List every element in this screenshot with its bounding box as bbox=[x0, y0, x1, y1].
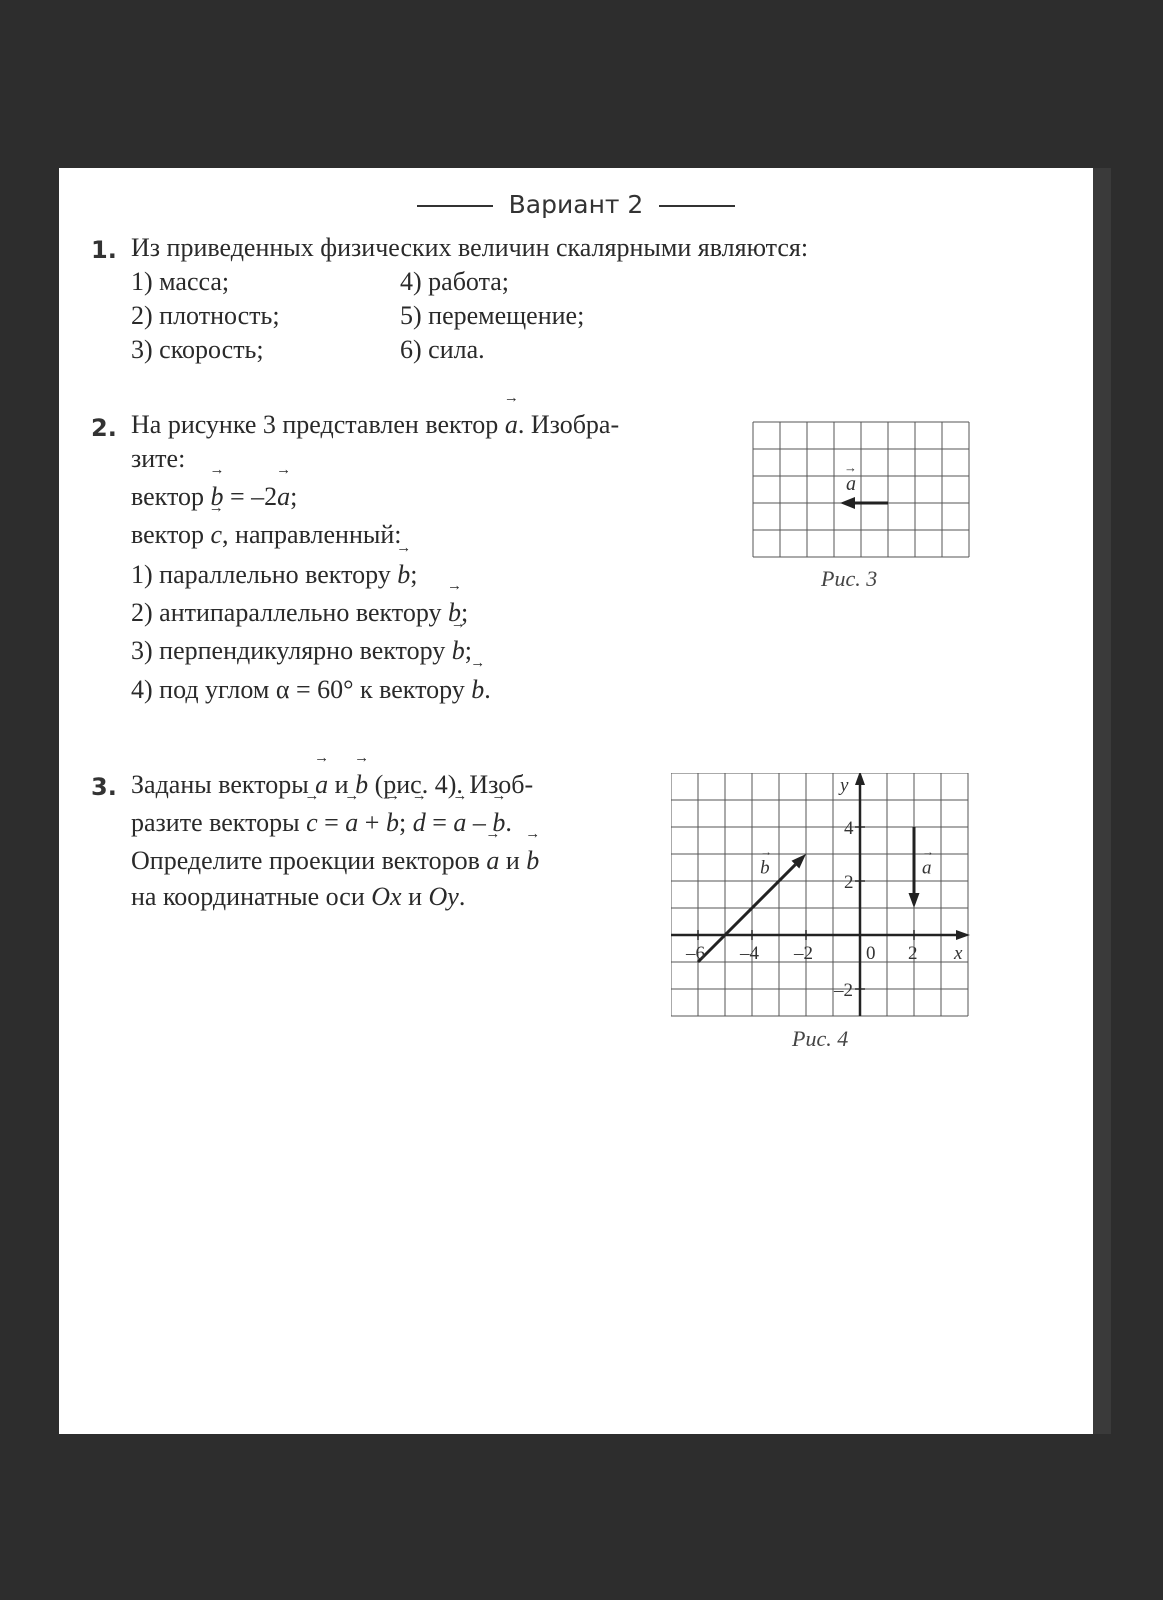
task1-option-2: 2) плотность; bbox=[131, 301, 280, 330]
x-axis-label: x bbox=[954, 943, 963, 964]
page-edge bbox=[1093, 168, 1111, 1434]
figure-3-vector-arrow-mark: → bbox=[844, 460, 857, 475]
y-tick-label: 4 bbox=[844, 818, 854, 839]
vector-b-symbol: → b bbox=[452, 634, 465, 668]
task1-option-4: 4) работа; bbox=[400, 267, 510, 296]
vector-a-arrowhead bbox=[909, 893, 920, 908]
y-tick-label: –2 bbox=[834, 980, 853, 1001]
task2-line-2: зите: bbox=[131, 444, 186, 473]
figure-3-caption: Рис. 3 bbox=[821, 566, 878, 591]
task1-option-5: 5) перемещение; bbox=[400, 301, 585, 330]
x-tick-label: 2 bbox=[908, 943, 918, 964]
vector-a-symbol: → a bbox=[315, 768, 328, 802]
figure-4-labels bbox=[685, 775, 963, 1001]
y-axis-label: y bbox=[840, 775, 849, 796]
y-tick-label: 2 bbox=[844, 872, 854, 893]
vector-a-label: a bbox=[922, 857, 932, 879]
task2-line-3: вектор → b = –2→ a; bbox=[131, 480, 297, 514]
task3-line-4: на координатные оси Ox и Oy. bbox=[131, 882, 466, 911]
variant-heading bbox=[59, 190, 1093, 219]
heading-rule-left bbox=[417, 205, 493, 207]
vector-b-symbol: → b bbox=[355, 768, 368, 802]
task2-option-4: 4) под углом α = 60° к вектору → b. bbox=[131, 673, 491, 707]
vector-a-symbol: → a bbox=[486, 844, 499, 878]
figure-4-vectors bbox=[698, 827, 920, 962]
heading-rule-right bbox=[659, 205, 735, 207]
vector-a-symbol: → a bbox=[345, 806, 358, 840]
vector-a-symbol: → a bbox=[277, 480, 290, 514]
vector-b-symbol: → b bbox=[471, 673, 484, 707]
task1-option-1: 1) масса; bbox=[131, 267, 230, 296]
task1-number: 1. bbox=[91, 236, 117, 264]
task1-option-6: 6) сила. bbox=[400, 335, 485, 364]
vector-b-symbol: → b bbox=[448, 596, 461, 630]
task2-option-3: 3) перпендикулярно вектору → b; bbox=[131, 634, 472, 668]
y-axis-arrowhead bbox=[855, 773, 865, 785]
task1-question: Из приведенных физических величин скалярными являются: bbox=[131, 233, 809, 262]
task3-line-3: Определите проекции векторов → a и → b bbox=[131, 844, 539, 878]
variant-title: Вариант 2 bbox=[508, 190, 644, 219]
vector-b-symbol: → b bbox=[386, 806, 399, 840]
task3-number: 3. bbox=[91, 773, 117, 801]
x-tick-label: 0 bbox=[866, 943, 876, 964]
figure-4-coordinate-plane bbox=[671, 773, 973, 1019]
vector-b-label: b bbox=[760, 857, 770, 879]
task2-option-2: 2) антипараллельно вектору → b; bbox=[131, 596, 468, 630]
x-tick-label: –4 bbox=[740, 943, 759, 964]
task3-line-2: разите векторы → c = → a + → b; → d = → a – → b. bbox=[131, 806, 512, 840]
task2-option-1: 1) параллельно вектору → b; bbox=[131, 558, 417, 592]
vector-a-symbol: → a bbox=[505, 408, 518, 442]
vector-a-label-arrow: → bbox=[922, 844, 934, 859]
vector-b-symbol: → b bbox=[397, 558, 410, 592]
vector-b-symbol: → b bbox=[210, 480, 223, 514]
figure-3-grid bbox=[752, 421, 970, 559]
figure-4-gridlines bbox=[671, 773, 968, 1016]
task2-line-4: вектор → c, направленный: bbox=[131, 518, 401, 552]
task2-line-1: На рисунке 3 представлен вектор → a. Изобра- bbox=[131, 408, 619, 442]
task3-line-1: Заданы векторы → a и → b (рис. 4). Изоб- bbox=[131, 768, 533, 802]
x-tick-label: –6 bbox=[686, 943, 705, 964]
figure-4-caption: Рис. 4 bbox=[792, 1026, 849, 1051]
vector-d-symbol: → d bbox=[413, 806, 426, 840]
worksheet-page bbox=[59, 168, 1093, 1434]
vector-b-label-arrow: → bbox=[760, 844, 773, 859]
vector-c-symbol: → c bbox=[210, 518, 222, 552]
task1-option-3: 3) скорость; bbox=[131, 335, 264, 364]
figure-3-vector-label: a bbox=[846, 473, 856, 495]
vector-c-symbol: → c bbox=[306, 806, 318, 840]
x-tick-label: –2 bbox=[794, 943, 813, 964]
figure-4-axes bbox=[671, 773, 970, 1016]
vector-b-symbol: → b bbox=[526, 844, 539, 878]
figure-3-vector-a bbox=[840, 497, 888, 509]
task2-number: 2. bbox=[91, 414, 117, 442]
figure-3-gridlines bbox=[753, 422, 969, 557]
vector-b-symbol: → b bbox=[492, 806, 505, 840]
vector-a-symbol: → a bbox=[453, 806, 466, 840]
